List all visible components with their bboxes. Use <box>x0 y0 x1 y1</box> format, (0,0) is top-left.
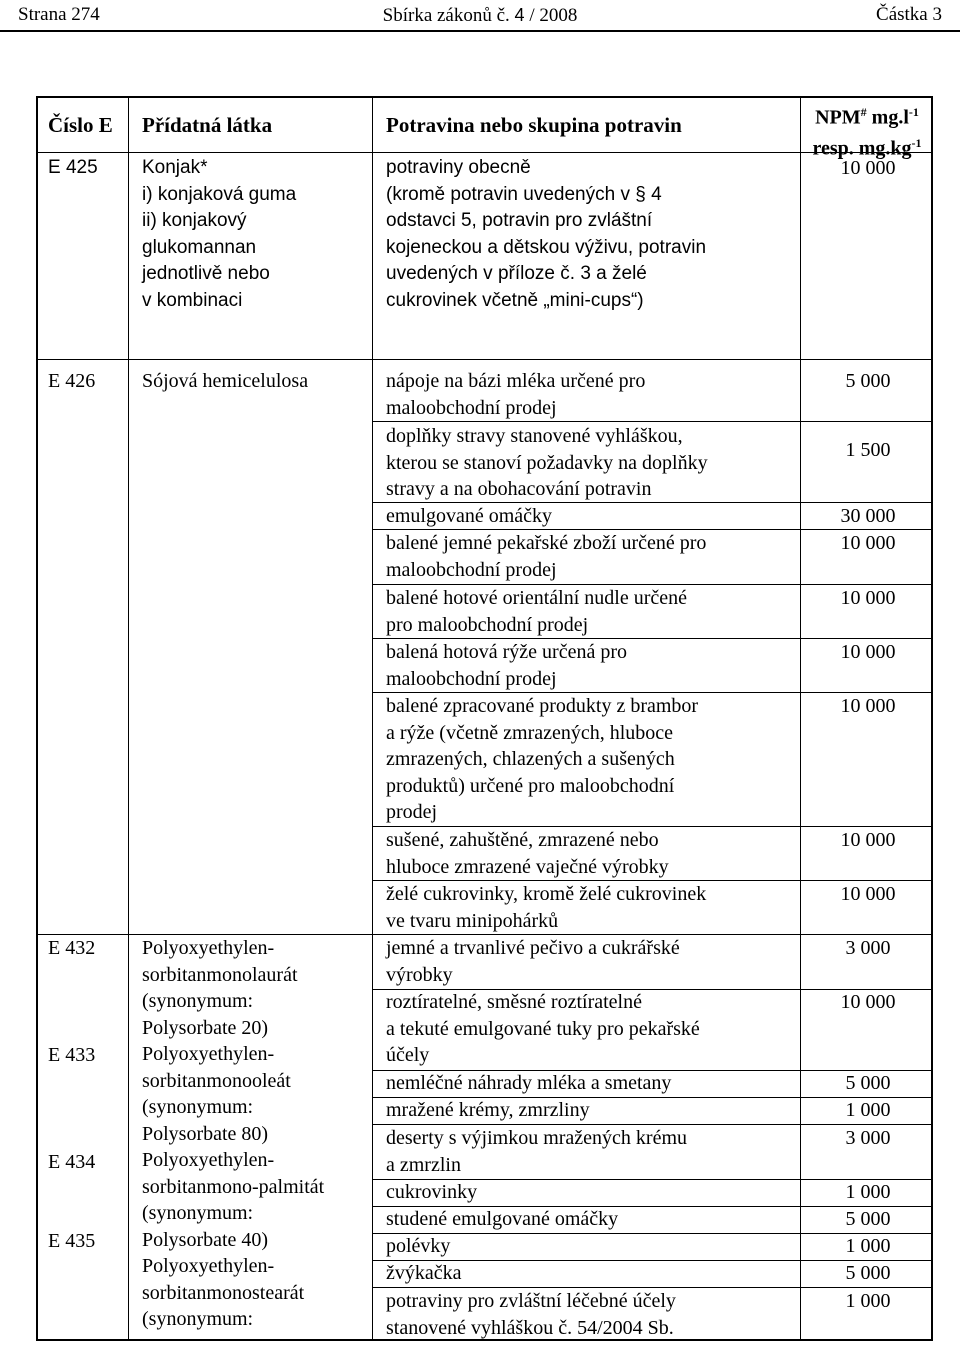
additive-line: Polyoxyethylen- <box>142 937 275 959</box>
food-category <box>386 989 700 1069</box>
e-number: E 425 <box>48 157 98 178</box>
additive-line: Polysorbate 20) <box>142 1016 269 1039</box>
food-line: hluboce zmrazené vaječné výrobky <box>386 855 669 878</box>
food-line: pro maloobchodní prodej <box>386 613 589 636</box>
e-number: E 433 <box>48 1044 96 1066</box>
food-line: kojeneckou a dětskou výživu, potravin <box>386 236 707 258</box>
additive-line: Konjak* <box>142 157 208 178</box>
food-category <box>386 155 706 314</box>
npm-value: 5 000 <box>845 1072 891 1094</box>
food-line: mražené krémy, zmrzliny <box>386 1099 590 1121</box>
part-number: Částka 3 <box>876 4 942 25</box>
additive-line: (synonymum: <box>142 1096 254 1118</box>
food-category <box>386 827 669 880</box>
additive-line: jednotlivě nebo <box>142 263 270 284</box>
food-line: sušené, zahuštěné, zmrazené nebo <box>386 829 659 851</box>
food-line: roztíratelné, směsné roztíratelné <box>386 991 642 1013</box>
additive-line: i) konjaková guma <box>142 183 297 205</box>
npm-value: 1 000 <box>845 1290 891 1312</box>
food-line: produktů) určené pro maloobchodní <box>386 774 675 797</box>
food-line: žvýkačka <box>386 1262 462 1284</box>
npm-value: 10 000 <box>840 991 896 1013</box>
col-divider <box>800 98 801 1339</box>
additive-line: glukomannan <box>142 236 257 258</box>
e-number: E 434 <box>48 1151 96 1173</box>
food-category <box>386 423 708 503</box>
npm-unit: mg.l <box>871 106 909 129</box>
header-npm <box>800 100 934 161</box>
additive-line: ii) konjakový <box>142 210 247 231</box>
npm-sup: # <box>860 105 867 119</box>
food-line: deserty s výjimkou mražených krému <box>386 1127 688 1149</box>
header-rule <box>0 30 960 32</box>
npm-sup: -1 <box>911 135 922 150</box>
additive-line: v kombinaci <box>142 289 243 311</box>
food-line: ve tvaru minipohárků <box>386 909 559 932</box>
food-category <box>386 881 706 934</box>
food-category <box>386 935 680 988</box>
food-line: želé cukrovinky, kromě želé cukrovinek <box>386 883 707 905</box>
npm-value: 5 000 <box>845 1208 891 1230</box>
additive-line: Polysorbate 40) <box>142 1228 269 1251</box>
additive-line: Polyoxyethylen- <box>142 1255 275 1277</box>
food-category <box>386 1233 450 1260</box>
row-divider <box>38 359 931 360</box>
npm-value: 10 000 <box>840 695 896 717</box>
additive-line: Polyoxyethylen- <box>142 1149 275 1171</box>
food-category <box>386 693 698 826</box>
e-number: E 432 <box>48 937 96 959</box>
npm-value: 10 000 <box>840 641 896 663</box>
food-category <box>386 1070 671 1097</box>
npm-value: 10 000 <box>840 883 896 905</box>
food-line: maloobchodní prodej <box>386 667 557 690</box>
food-line: balené jemné pekařské zboží určené pro <box>386 532 707 554</box>
food-line: stravy a na obohacování potravin <box>386 478 652 500</box>
additive-line: Polysorbate 80) <box>142 1122 269 1145</box>
npm-value: 5 000 <box>845 370 891 392</box>
food-line: maloobchodní prodej <box>386 396 557 419</box>
food-line: a tekuté emulgované tuky pro pekařské <box>386 1017 700 1040</box>
food-category <box>386 1179 477 1206</box>
food-line: a zmrzlin <box>386 1153 461 1176</box>
npm-value: 1 000 <box>845 1099 891 1121</box>
food-line: nemléčné náhrady mléka a smetany <box>386 1072 672 1094</box>
food-line: doplňky stravy stanovené vyhláškou, <box>386 425 683 447</box>
additives-table <box>36 96 933 1341</box>
food-line: účely <box>386 1044 430 1066</box>
food-line: prodej <box>386 801 438 823</box>
additive-line: Polyoxyethylen- <box>142 1043 275 1065</box>
row-divider <box>372 421 931 422</box>
food-category <box>386 1097 590 1124</box>
header-number: Číslo E <box>48 113 113 137</box>
collection-title <box>360 3 600 27</box>
npm-value: 10 000 <box>840 587 896 609</box>
npm-value: 10 000 <box>840 829 896 851</box>
npm-value: 1 500 <box>845 439 891 461</box>
food-category <box>386 530 706 583</box>
additive-name: Sójová hemicelulosa <box>142 370 309 392</box>
food-category <box>386 639 627 692</box>
additive-line: sorbitanmono-palmitát <box>142 1175 325 1198</box>
npm-label: NPM <box>815 106 861 129</box>
header-food: Potravina nebo skupina potravin <box>386 113 682 137</box>
food-line: balené zpracované produkty z brambor <box>386 695 699 717</box>
npm-value: 1 000 <box>845 1235 891 1257</box>
col-divider <box>372 98 373 1339</box>
npm-sup: -1 <box>908 105 919 119</box>
collection-year: / 2008 <box>529 5 578 26</box>
food-line: maloobchodní prodej <box>386 558 557 581</box>
additive-name <box>142 935 324 1333</box>
food-category <box>386 1125 687 1178</box>
food-line: polévky <box>386 1235 451 1257</box>
food-category <box>386 368 645 421</box>
npm-value: 10 000 <box>840 157 896 179</box>
food-line: cukrovinky <box>386 1181 478 1203</box>
food-category <box>386 585 687 638</box>
additive-line: sorbitanmonostearát <box>142 1281 305 1304</box>
food-line: potraviny pro zvláštní léčebné účely <box>386 1290 676 1312</box>
npm-value: 30 000 <box>840 505 896 527</box>
food-line: uvedených v příloze č. 3 a želé <box>386 263 647 284</box>
npm-value: 3 000 <box>845 1127 891 1149</box>
food-line: výrobky <box>386 963 453 986</box>
food-line: (kromě potravin uvedených v § 4 <box>386 183 662 205</box>
food-line: balená hotová rýže určená pro <box>386 641 627 663</box>
header-additive: Přídatná látka <box>142 113 273 137</box>
npm-unit-alt: resp. mg.kg <box>812 137 912 160</box>
row-divider <box>38 152 931 153</box>
additive-name <box>142 155 296 314</box>
e-number: E 435 <box>48 1230 96 1252</box>
e-number: E 426 <box>48 370 96 392</box>
collection-number: 4 <box>514 5 525 25</box>
additive-line: (synonymum: <box>142 990 254 1012</box>
collection-prefix: Sbírka zákonů č. <box>382 5 510 26</box>
food-line: kterou se stanoví požadavky na doplňky <box>386 451 708 474</box>
food-line: stanovené vyhláškou č. 54/2004 Sb. <box>386 1316 674 1339</box>
food-category <box>386 503 552 530</box>
food-line: jemné a trvanlivé pečivo a cukrářské <box>386 937 680 959</box>
food-category <box>386 1206 618 1233</box>
additive-line: (synonymum: <box>142 1202 254 1224</box>
food-category <box>386 1288 676 1341</box>
food-line: balené hotové orientální nudle určené <box>386 587 687 609</box>
food-line: nápoje na bázi mléka určené pro <box>386 370 646 392</box>
npm-value: 5 000 <box>845 1262 891 1284</box>
food-line: emulgované omáčky <box>386 505 553 527</box>
npm-value: 3 000 <box>845 937 891 959</box>
food-line: a rýže (včetně zmrazených, hluboce <box>386 721 674 744</box>
food-line: studené emulgované omáčky <box>386 1208 619 1230</box>
page-number: Strana 274 <box>18 4 100 25</box>
col-divider <box>128 98 129 1339</box>
npm-value: 10 000 <box>840 532 896 554</box>
food-category <box>386 1260 462 1287</box>
additive-line: sorbitanmonolaurát <box>142 963 298 986</box>
food-line: odstavci 5, potravin pro zvláštní <box>386 210 653 231</box>
additive-line: (synonymum: <box>142 1308 254 1330</box>
npm-value: 1 000 <box>845 1181 891 1203</box>
food-line: potraviny obecně <box>386 157 531 178</box>
additive-line: sorbitanmonooleát <box>142 1069 291 1092</box>
food-line: zmrazených, chlazených a sušených <box>386 748 675 770</box>
food-line: cukrovinek včetně „mini-cups“) <box>386 289 644 311</box>
